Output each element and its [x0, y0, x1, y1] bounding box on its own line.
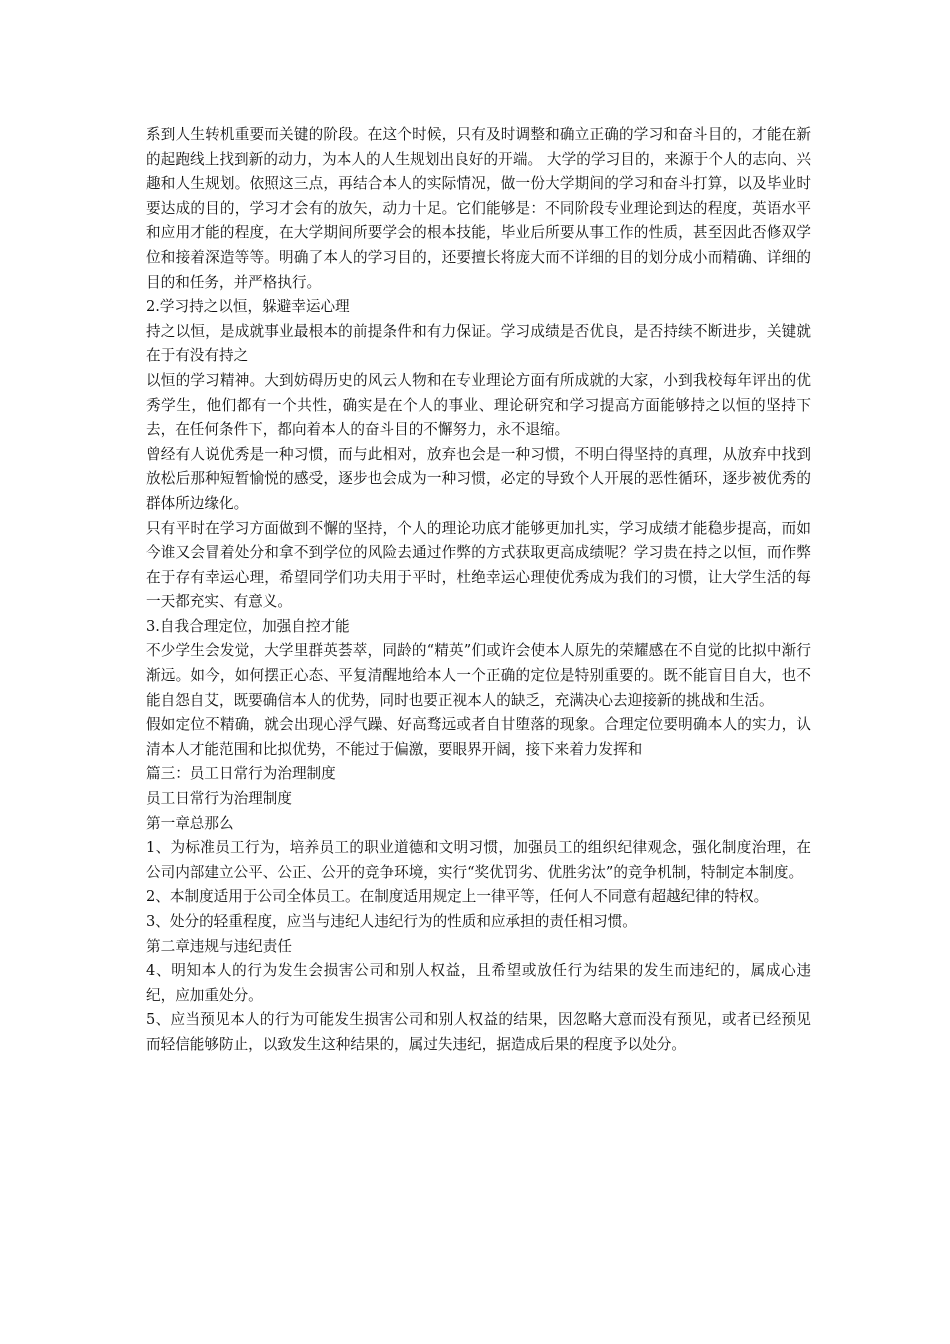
- document-page: [146, 123, 811, 1058]
- clause: 2、本制度适用于公司全体员工。在制度适用规定上一律平等，任何人不同意有超越纪律的特权。: [146, 888, 769, 906]
- paragraph: 以恒的学习精神。大到妨碍历史的风云人物和在专业理论方面有所成就的大家，小到我校每年评出的优秀学生，他们都有一个共性，确实是在个人的事业、理论研究和学习提高方面能够持之以恒的坚持下去，在任何条件下，都向着本人的奋斗目的不懈努力，永不退缩。: [146, 371, 811, 439]
- paragraph: 假如定位不精确，就会出现心浮气躁、好高骛远或者自甘堕落的现象。合理定位要明确本人的实力，认清本人才能范围和比拟优势，不能过于偏激，要眼界开阔，接下来着力发挥和: [146, 716, 811, 758]
- document-subtitle: 员工日常行为治理制度: [146, 790, 292, 808]
- chapter-heading: 第二章违规与违纪责任: [146, 937, 292, 955]
- paragraph: 只有平时在学习方面做到不懈的坚持，个人的理论功底才能够更加扎实，学习成绩才能稳步提高，而如今谁又会冒着处分和拿不到学位的风险去通过作弊的方式获取更高成绩呢？学习贵在持之以恒，而作弊在于存有幸运心理，希望同学们功夫用于平时，杜绝幸运心理使优秀成为我们的习惯，让大学生活的每一天都充实、有意义。: [146, 519, 811, 611]
- paragraph: 不少学生会发觉，大学里群英荟萃，同龄的“精英”们或许会使本人原先的荣耀感在不自觉的比拟中渐行渐远。如今，如何摆正心态、平复清醒地给本人一个正确的定位是特别重要的。既不能盲目自大，也不能自怨自艾，既要确信本人的优势，同时也要正视本人的缺乏，充满决心去迎接新的挑战和生活。: [146, 642, 811, 709]
- paragraph: 曾经有人说优秀是一种习惯，而与此相对，放弃也会是一种习惯，不明白得坚持的真理，从放弃中找到放松后那种短暂愉悦的感受，逐步也会成为一种习惯，必定的导致个人开展的恶性循环，逐步被优秀的群体所边缘化。: [146, 445, 811, 512]
- section-heading: 3.自我合理定位，加强自控才能: [146, 617, 350, 635]
- paragraph: 系到人生转机重要而关键的阶段。在这个时候，只有及时调整和确立正确的学习和奋斗目的，才能在新的起跑线上找到新的动力，为本人的人生规划出良好的开端。 大学的学习目的，来源于个人的志向、兴趣和人生规划。依照这三点，再结合本人的实际情况，做一份大学期间的学习和奋斗打算，以及毕业时要达成的目的，学习才会有的放矢，动力十足。它们能够是：不同阶段专业理论到达的程度，英语水平和应用才能的程度，在大学期间所要学会的根本技能，毕业后所要从事工作的性质，甚至因此否修双学位和接着深造等等。明确了本人的学习目的，还要擅长将庞大而不详细的目的划分成小而精确、详细的目的和任务，并严格执行。: [146, 126, 811, 291]
- section-heading: 2.学习持之以恒，躲避幸运心理: [146, 298, 350, 316]
- clause: 4、明知本人的行为发生会损害公司和别人权益，且希望或放任行为结果的发生而违纪的，属成心违纪，应加重处分。: [146, 962, 811, 1004]
- article-title: 篇三：员工日常行为治理制度: [146, 765, 336, 783]
- chapter-heading: 第一章总那么: [146, 814, 234, 832]
- paragraph: 持之以恒，是成就事业最根本的前提条件和有力保证。学习成绩是否优良，是否持续不断进步，关键就在于有没有持之: [146, 322, 811, 365]
- clause: 1、为标准员工行为，培养员工的职业道德和文明习惯，加强员工的组织纪律观念，强化制度治理，在公司内部建立公平、公正、公开的竞争环境，实行“奖优罚劣、优胜劣汰”的竞争机制，特制定本制度。: [146, 839, 811, 881]
- clause: 5、应当预见本人的行为可能发生损害公司和别人权益的结果，因忽略大意而没有预见，或者已经预见而轻信能够防止，以致发生这种结果的，属过失违纪，据造成后果的程度予以处分。: [146, 1011, 811, 1053]
- clause: 3、处分的轻重程度，应当与违纪人违纪行为的性质和应承担的责任相习惯。: [146, 913, 637, 930]
